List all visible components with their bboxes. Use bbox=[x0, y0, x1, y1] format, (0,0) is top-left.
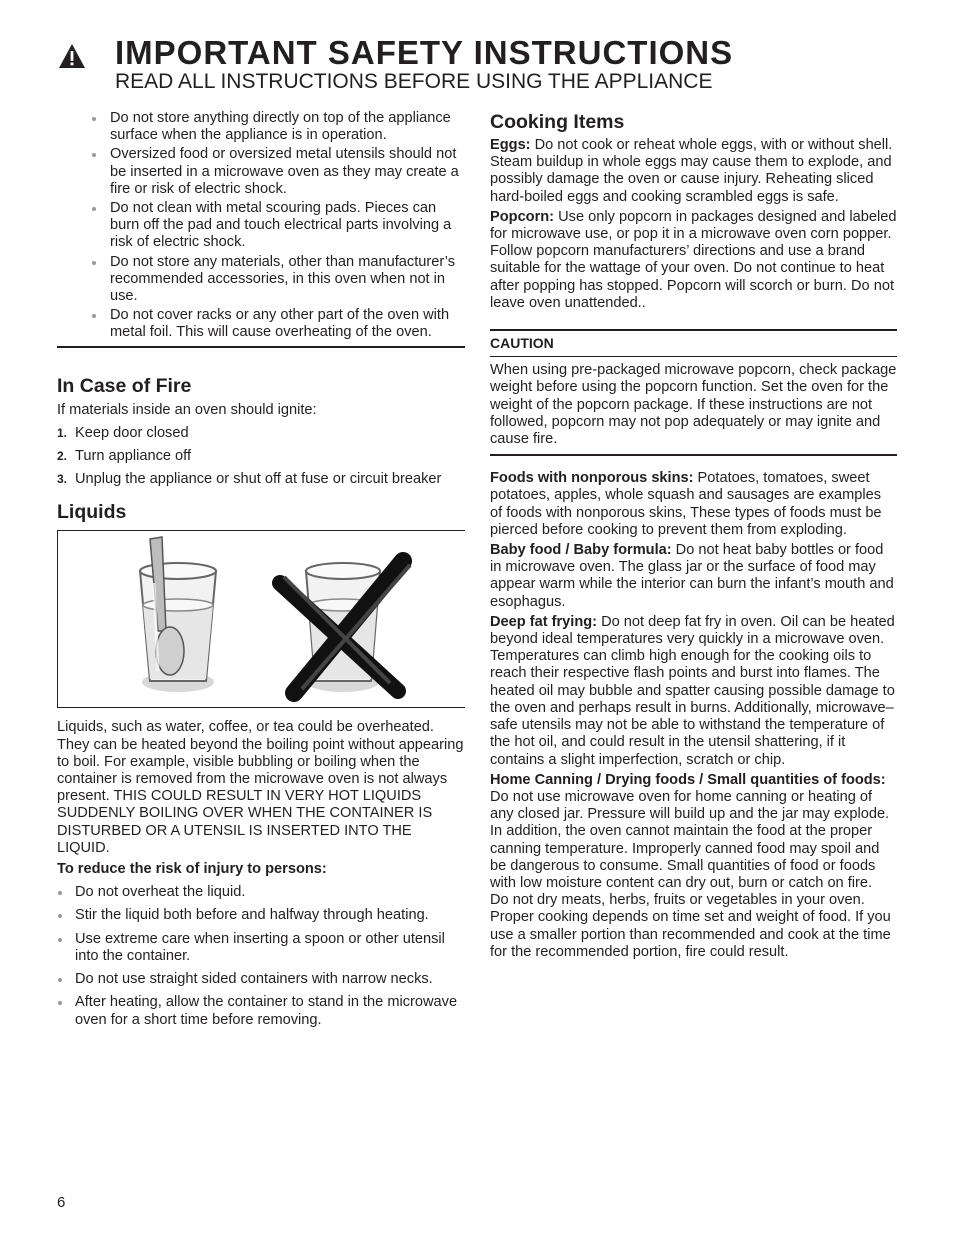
list-item: Do not store anything directly on top of the appliance surface when the appliance is in operation. bbox=[57, 110, 465, 144]
deep-fry-label: Deep fat frying: bbox=[490, 613, 598, 630]
proper-cooking-paragraph: Proper cooking depends on time set and weight of food. If you use a smaller portion than recommended and cook at the time for the recommended portion, fire could result. bbox=[490, 909, 891, 960]
baby-food-paragraph: Baby food / Baby formula: Do not heat baby bottles or food in microwave oven. The glass jar or the surface of food may appear warm while the interior can burn the infant’s mouth and esophagus. bbox=[490, 542, 894, 610]
list-item: 3. Unplug the appliance or shut off at fuse or circuit breaker bbox=[57, 471, 442, 488]
caution-divider bbox=[490, 356, 897, 357]
left-column bbox=[57, 110, 465, 1035]
reduce-heading: To reduce the risk of injury to persons: bbox=[57, 861, 327, 878]
reduce-bullet-list bbox=[57, 884, 465, 1028]
list-item: Do not clean with metal scouring pads. Pieces can burn off the pad and touch electrical parts involving a risk of electric shock. bbox=[57, 200, 465, 252]
popcorn-paragraph: Popcorn: Use only popcorn in packages designed and labeled for microwave use, or pop it in a microwave oven corn popper. Follow popcorn manufacturers’ directions and use a brand suitable for the wattage of your oven. Do not continue to heat after popping has stopped. Popcorn will scorch or burn. Do not leave oven unattended.. bbox=[490, 208, 897, 311]
list-item: 2. Turn appliance off bbox=[57, 448, 192, 465]
fire-steps-list bbox=[57, 425, 465, 489]
liquids-heading: Liquids bbox=[57, 501, 127, 524]
eggs-paragraph: Eggs: Do not cook or reheat whole eggs, with or without shell. Steam buildup in whole eggs may cause them to explode, and possibly damage the oven or cause injury. Reheating sliced hard-boiled eggs and cooking scrambled eggs is safe. bbox=[490, 137, 893, 205]
nonporous-paragraph: Foods with nonporous skins: Potatoes, tomatoes, sweet potatoes, apples, whole squash and sausages are examples of foods with nonporous skins, These types of foods must be pierced before cooking to prevent them from exploding. bbox=[490, 470, 882, 538]
fire-heading: In Case of Fire bbox=[57, 374, 192, 397]
cooking-heading: Cooking Items bbox=[490, 111, 625, 133]
list-item: After heating, allow the container to stand in the microwave oven for a short time before removing. bbox=[57, 994, 465, 1028]
caution-label: CAUTION bbox=[490, 335, 554, 352]
liquids-text: Liquids, such as water, coffee, or tea could be overheated. They can be heated beyond the boiling point without appearing to boil. For example, visible bubbling or boiling when the container is removed from the microwave oven is not always present. THIS COULD RESULT IN VERY HOT LIQUIDS SUDDENLY BOILING OVER WHEN THE CONTAINER IS DISTURBED OR A UTENSIL IS INSERTED INTO THE LIQUID. bbox=[57, 719, 464, 856]
right-column bbox=[490, 110, 897, 961]
eggs-label: Eggs: bbox=[490, 137, 531, 153]
nonporous-label: Foods with nonporous skins: bbox=[490, 470, 694, 487]
warning-icon bbox=[57, 42, 87, 70]
popcorn-label: Popcorn: bbox=[490, 208, 555, 225]
list-item: Do not use straight sided containers with narrow necks. bbox=[57, 971, 465, 988]
list-item: Do not cover racks or any other part of the oven with metal foil. This will cause overheating of the oven. bbox=[57, 307, 465, 341]
page-subtitle: READ ALL INSTRUCTIONS BEFORE USING THE APPLIANCE bbox=[115, 70, 713, 93]
glass-crossed-out-icon bbox=[280, 561, 410, 693]
page-number: 6 bbox=[57, 1194, 66, 1211]
baby-food-label: Baby food / Baby formula: bbox=[490, 542, 672, 559]
canning-label: Home Canning / Drying foods / Small quantities of foods: bbox=[490, 771, 886, 788]
list-item: Stir the liquid both before and halfway through heating. bbox=[57, 907, 465, 924]
top-bullet-list bbox=[57, 110, 465, 342]
list-item: Do not store any materials, other than manufacturer’s recommended accessories, in this oven when not in use. bbox=[57, 254, 465, 306]
list-item: 1. Keep door closed bbox=[57, 424, 189, 441]
deep-fry-paragraph: Deep fat frying: Do not deep fat fry in oven. Oil can be heated beyond ideal temperatures very quickly in a microwave oven. Temperatures can climb high enough for the cooking oils to reach their respective flash points and burst into flames. The heated oil may bubble and spatter causing possible damage to the oven and perhaps result in burns. Additionally, microwave–safe utensils may not be able to withstand the temperature of the hot oil, and could result in the utensil shattering, if it contains a slight imperfection, scratch or chip. bbox=[490, 613, 895, 768]
page-title: IMPORTANT SAFETY INSTRUCTIONS bbox=[115, 34, 734, 71]
caution-bottom-rule bbox=[490, 454, 897, 456]
caution-text: When using pre-packaged microwave popcorn, check package weight before using the popcorn function. Set the oven for the weight of the popcorn package. If these instructions are not followed, popcorn may not pop adequately or may ignite and cause fire. bbox=[490, 362, 897, 448]
section-divider bbox=[57, 346, 465, 348]
dry-paragraph: Do not dry meats, herbs, fruits or vegetables in your oven. bbox=[490, 892, 865, 909]
caution-top-rule bbox=[490, 329, 897, 331]
glass-illustration bbox=[57, 530, 465, 708]
glass-with-spoon-icon bbox=[140, 537, 216, 692]
glass-figure-svg bbox=[58, 531, 465, 707]
list-item: Use extreme care when inserting a spoon or other utensil into the container. bbox=[57, 931, 465, 965]
list-item: Oversized food or oversized metal utensils should not be inserted in a microwave oven as they may create a fire or risk of electric shock. bbox=[57, 146, 465, 198]
canning-paragraph: Home Canning / Drying foods / Small quantities of foods: Do not use microwave oven for home canning or heating of any closed jar. Pressure will build up and the jar may explode. In addition, the oven cannot maintain the food at the proper canning temperature. Improperly canned food may spoil and be dangerous to consume. Small quantities of food or foods with low moisture content can dry out, burn or catch on fire. bbox=[490, 771, 890, 891]
fire-intro: If materials inside an oven should ignite: bbox=[57, 401, 317, 418]
list-item: Do not overheat the liquid. bbox=[57, 884, 465, 901]
